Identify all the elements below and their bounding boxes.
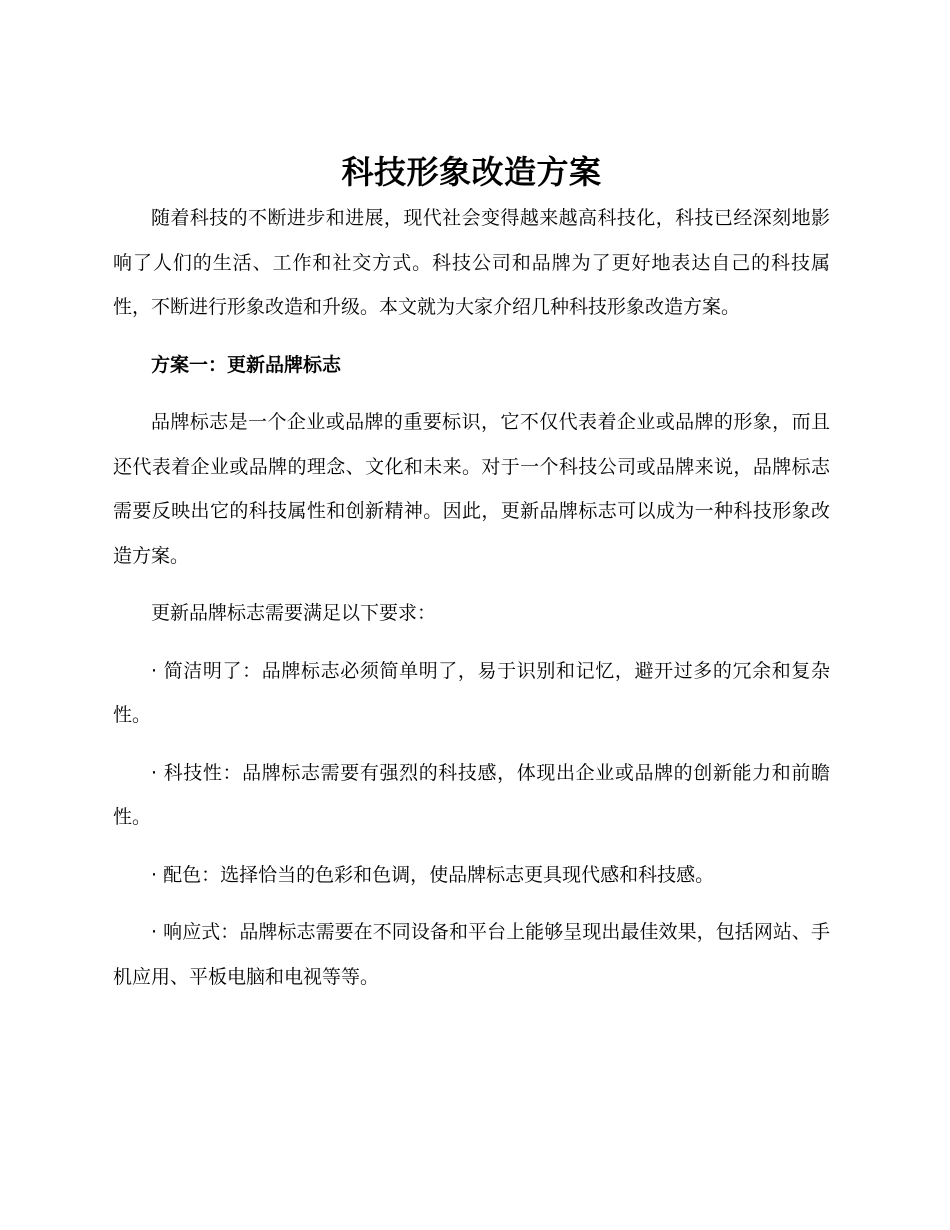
bullet-item: · 响应式：品牌标志需要在不同设备和平台上能够呈现出最佳效果，包括网站、手机应用、平板电脑和电视等等。 [113,921,830,988]
spacer [113,738,830,751]
spacer [113,387,830,400]
section-paragraph: 品牌标志是一个企业或品牌的重要标识，它不仅代表着企业或品牌的形象，而且还代表着企业或品牌的理念、文化和未来。对于一个科技公司或品牌来说，品牌标志需要反映出它的科技属性和创新精神。因此，更新品牌标志可以成为一种科技形象改造方案。 [113,411,830,567]
spacer [113,578,830,591]
document-title: 科技形象改造方案 [341,153,602,191]
bullet-item: · 简洁明了：品牌标志必须简单明了，易于识别和记忆，避开过多的冗余和复杂性。 [113,659,830,726]
bullet-item: · 科技性：品牌标志需要有强烈的科技感，体现出企业或品牌的创新能力和前瞻性。 [113,761,830,828]
intro-paragraph: 随着科技的不断进步和进展，现代社会变得越来越高科技化，科技已经深刻地影响了人们的生活、工作和社交方式。科技公司和品牌为了更好地表达自己的科技属性，不断进行形象改造和升级。本文就为大家介绍几种科技形象改造方案。 [113,207,830,318]
section-heading: 方案一：更新品牌标志 [151,353,342,376]
spacer [113,897,830,910]
document-page [113,150,830,999]
spacer [113,330,830,343]
spacer [113,636,830,649]
spacer [113,840,830,853]
requirements-intro: 更新品牌标志需要满足以下要求： [151,602,437,624]
bullet-item: · 配色：选择恰当的色彩和色调，使品牌标志更具现代感和科技感。 [151,863,715,886]
